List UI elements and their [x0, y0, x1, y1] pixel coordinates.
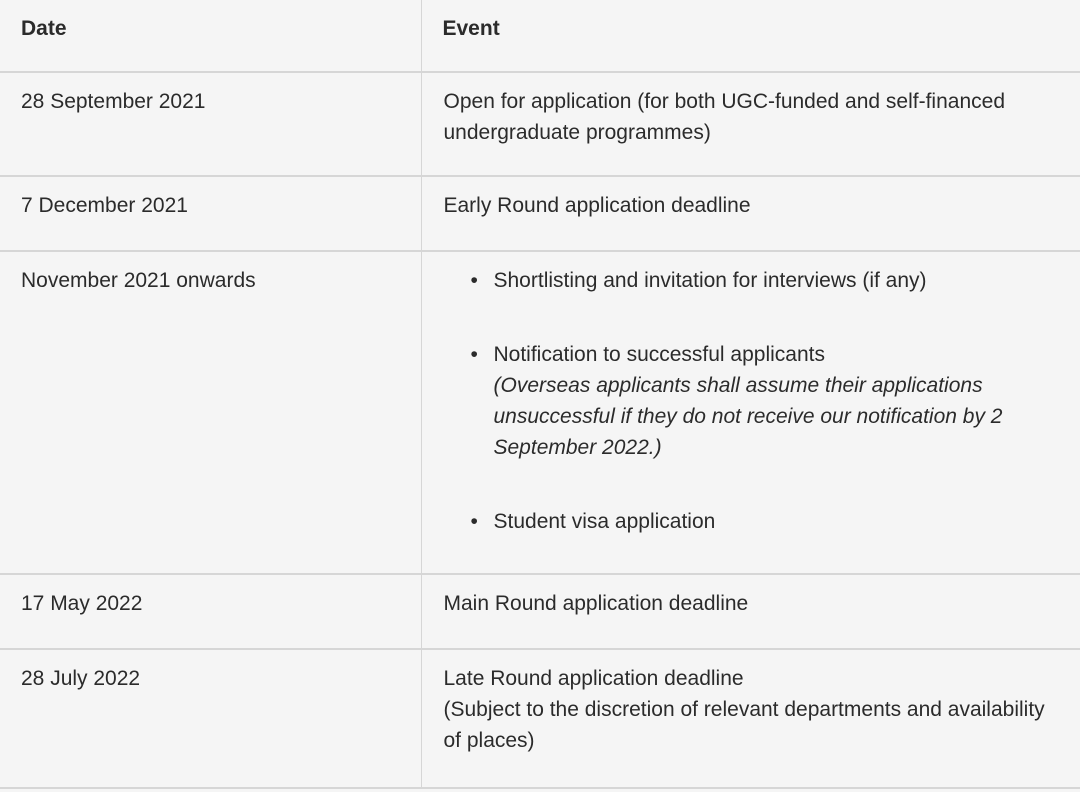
list-item-note: (Overseas applicants shall assume their applications unsuccessful if they do not receive our notification by 2 September 2022.) — [493, 374, 1003, 459]
bullet-icon: • — [470, 510, 478, 533]
table-row — [0, 251, 1080, 574]
bullet-icon: • — [470, 269, 478, 292]
list-item — [470, 506, 1051, 537]
event-cell — [421, 251, 1080, 574]
event-cell — [421, 649, 1080, 788]
event-text: Late Round application deadline — [443, 667, 744, 690]
table-row — [0, 649, 1080, 788]
bullet-icon: • — [470, 343, 478, 366]
date-cell: November 2021 onwards — [0, 251, 421, 574]
list-item — [470, 265, 1051, 296]
list-item — [470, 339, 1051, 463]
list-item-text: Student visa application — [493, 510, 716, 533]
date-cell: 7 December 2021 — [0, 176, 421, 251]
date-cell: 28 September 2021 — [0, 72, 421, 176]
column-header-event: Event — [421, 0, 1080, 72]
list-item-text: Shortlisting and invitation for interviews (if any) — [493, 269, 927, 292]
table-row — [0, 574, 1080, 649]
list-item-text: Notification to successful applicants — [493, 343, 825, 366]
column-header-date: Date — [0, 0, 421, 72]
date-cell: 17 May 2022 — [0, 574, 421, 649]
table-row — [0, 72, 1080, 176]
event-list — [444, 265, 1051, 537]
table-header-row — [0, 0, 1080, 72]
date-cell: 28 July 2022 — [0, 649, 421, 788]
event-cell: Open for application (for both UGC-funded and self-financed undergraduate programmes) — [421, 72, 1080, 176]
event-cell: Early Round application deadline — [421, 176, 1080, 251]
table-row — [0, 176, 1080, 251]
event-note: (Subject to the discretion of relevant departments and availability of places) — [443, 698, 1045, 752]
event-cell: Main Round application deadline — [421, 574, 1080, 649]
